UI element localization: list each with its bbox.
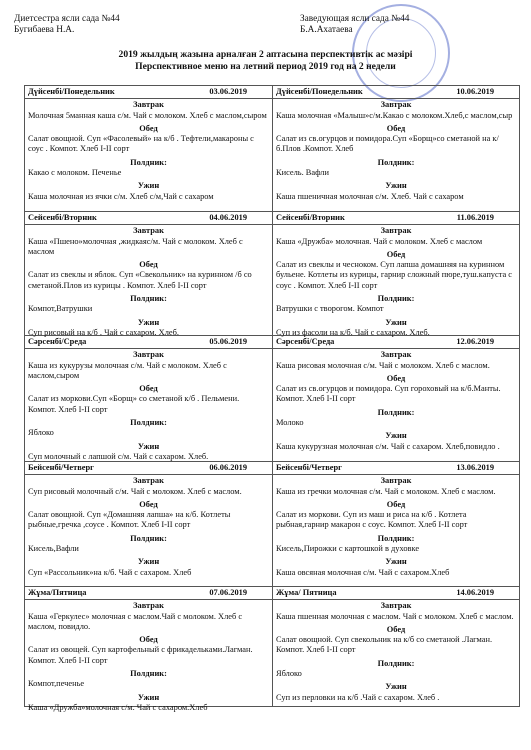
day-name: Сәрсенбі/Среда (28, 337, 87, 346)
snack-text: Ватрушки с творогом. Компот (276, 304, 384, 314)
dinner-label: Ужин (137, 692, 160, 702)
day-cell (25, 212, 272, 335)
day-header (273, 587, 519, 600)
dinner-text: Каша пшеничная молочная с/м. Хлеб. Чай с сахаром (276, 191, 464, 201)
day-cell (25, 462, 272, 586)
director-name: Б.А.Ахатаева (300, 25, 353, 35)
dinner-label: Ужин (137, 181, 160, 191)
day-header (273, 462, 519, 475)
breakfast-label: Завтрак (380, 601, 412, 611)
snack-text: Кисель. Вафли (276, 168, 329, 178)
snack-label: Полдник: (130, 533, 167, 543)
lunch-label: Обед (139, 384, 158, 394)
dietitian-signature-block (14, 14, 120, 36)
lunch-label: Обед (386, 249, 406, 259)
day-cell (25, 86, 272, 211)
day-date: 03.06.2019 (209, 87, 247, 96)
lunch-text: Салат из св.огурцов и помидора.Суп «Борщ»со сметаной на к/б.Плов .Компот. Хлеб (276, 134, 499, 154)
day-cell (25, 336, 272, 461)
dinner-label: Ужин (385, 682, 407, 692)
day-cell (25, 587, 272, 712)
lunch-text: Салат овощной. Суп свекольник на к/б со сметаной .Лагман. Компот. Хлеб I-II сорт (276, 635, 493, 655)
breakfast-label: Завтрак (380, 350, 412, 360)
lunch-label: Обед (386, 624, 406, 634)
lunch-text: Салат из овощей. Суп картофельный с фрикадельками.Лагман. Компот. Хлеб I-II сорт (28, 645, 253, 665)
dinner-text: Каша «Дружба»молочная с/м. Чай с сахаром.Хлеб (28, 702, 208, 712)
dinner-text: Суп рисовый на к/б . Чай с сахаром. Хлеб. (28, 327, 179, 337)
day-name: Сейсенбі/Вторник (276, 213, 345, 222)
breakfast-text: Каша «Пшено»молочная ,жидкаяс/м. Чай с молоком. Хлеб с маслом (28, 236, 243, 256)
lunch-label: Обед (386, 499, 406, 509)
day-cell (272, 462, 519, 586)
snack-text: Кисель,Вафли (28, 544, 79, 554)
day-cell (272, 587, 519, 706)
breakfast-text: Каша из кукурузы молочная с/м. Чай с молоком. Хлеб с маслом,сыром (28, 360, 227, 380)
day-date: 04.06.2019 (209, 213, 247, 222)
snack-text: Компот,Ватрушки (28, 304, 93, 314)
snack-text: Кисель,Пирожки с картошкой в духовке (276, 544, 420, 554)
snack-label: Полдник: (130, 418, 167, 428)
lunch-label: Обед (139, 123, 158, 133)
snack-label: Полдник: (130, 157, 167, 167)
snack-label: Полдник: (130, 669, 167, 679)
snack-label: Полдник: (130, 294, 167, 304)
snack-text: Какао с молоком. Печенье (28, 168, 122, 178)
lunch-text: Салат овощной. Суп «Домашняя лапша» на к/б. Котлеты рыбные,гречка ,соусе . Компот. Хлеб I-II сорт (28, 510, 231, 530)
day-date: 05.06.2019 (209, 337, 247, 346)
lunch-text: Салат из моркови.Суп «Борщ» со сметаной к/б . Пельмени. Компот. Хлеб I-II сорт (28, 394, 240, 414)
day-date: 11.06.2019 (456, 213, 494, 222)
day-header (273, 212, 519, 225)
dinner-label: Ужин (385, 181, 407, 191)
lunch-label: Обед (386, 373, 406, 383)
day-date: 14.06.2019 (456, 588, 494, 597)
day-header (25, 212, 272, 225)
dinner-label: Ужин (385, 317, 407, 327)
menu-row (25, 211, 519, 335)
dietitian-title: Диетсестра ясли сада №44 (14, 14, 120, 24)
day-header (25, 336, 272, 349)
breakfast-label: Завтрак (133, 476, 164, 486)
day-name: Дүйсенбі/Понедельник (276, 87, 363, 96)
director-title: Заведующая ясли сада №44 (300, 14, 410, 24)
dinner-text: Каша овсяная молочная с/м. Чай с сахаром.Хлеб (276, 567, 450, 577)
breakfast-label: Завтрак (380, 476, 412, 486)
day-header (25, 462, 272, 475)
day-name: Жұма/ Пятница (276, 588, 337, 597)
dinner-text: Каша молочная из ячки с/м. Хлеб с/м,Чай с сахаром (28, 191, 214, 201)
breakfast-label: Завтрак (380, 100, 412, 110)
breakfast-label: Завтрак (133, 100, 164, 110)
lunch-label: Обед (139, 635, 158, 645)
breakfast-text: Каша «Геркулес» молочная с маслом.Чай с молоком. Хлеб с маслом, повидло. (28, 611, 243, 631)
day-cell (272, 336, 519, 461)
day-cell (272, 86, 519, 211)
snack-text: Компот,печенье (28, 679, 85, 689)
lunch-label: Обед (139, 260, 158, 270)
lunch-text: Салат из моркови. Суп из маш и риса на к/б . Котлета рыбная,гарнир макарон с соус. Компот. Хлеб I-II сорт (276, 510, 468, 530)
day-header (273, 336, 519, 349)
day-name: Бейсенбі/Четверг (276, 463, 342, 472)
menu-row (25, 335, 519, 461)
snack-label: Полдник: (377, 658, 415, 668)
lunch-text: Салат из св.огурцов и помидора. Суп гороховый на к/б.Манты. Компот. Хлеб I-II сорт (276, 384, 501, 404)
breakfast-text: Каша пшенная молочная с маслом. Чай с молоком. Хлеб с маслом. (276, 611, 514, 621)
dinner-text: Суп из перловки на к/б .Чай с сахаром. Хлеб . (276, 692, 440, 702)
snack-label: Полдник: (377, 407, 415, 417)
breakfast-text: Каша рисовая молочная с/м. Чай с молоком. Хлеб с маслом. (276, 360, 490, 370)
breakfast-text: Каша «Дружба» молочная. Чай с молоком. Хлеб с маслом (276, 236, 483, 246)
breakfast-label: Завтрак (380, 226, 412, 236)
dinner-label: Ужин (137, 441, 160, 451)
snack-label: Полдник: (377, 533, 415, 543)
day-date: 13.06.2019 (456, 463, 494, 472)
day-header (25, 587, 272, 600)
snack-text: Молоко (276, 418, 304, 428)
lunch-text: Салат из свеклы и чесноком. Суп лапша домашняя на куринном бульене. Котлеты из курицы, гарнир сложный пюре,туш.капуста с соус . Компот. Хлеб I-II сорт (276, 260, 512, 290)
menu-row (25, 461, 519, 586)
dinner-label: Ужин (137, 317, 160, 327)
day-header (25, 86, 272, 99)
dinner-label: Ужин (385, 557, 407, 567)
day-name: Сейсенбі/Вторник (28, 213, 97, 222)
day-name: Жұма/Пятница (28, 588, 87, 597)
breakfast-text: Молочная 5манная каша с/м. Чай с молоком. Хлеб с маслом,сыром (28, 110, 267, 120)
breakfast-label: Завтрак (133, 226, 164, 236)
breakfast-text: Каша из гречки молочная с/м. Чай с молоком. Хлеб с маслом. (276, 486, 496, 496)
dinner-label: Ужин (385, 431, 407, 441)
day-date: 07.06.2019 (209, 588, 247, 597)
day-name: Сәрсенбі/Среда (276, 337, 335, 346)
breakfast-text: Каша молочная «Малыш»с/м.Какао с молоком.Хлеб,с маслом,сыр (276, 110, 513, 120)
dietitian-name: Бугибаева Н.А. (14, 25, 75, 35)
dinner-text: Каша кукурузная молочная с/м. Чай с сахаром. Хлеб,повидло . (276, 441, 500, 451)
dinner-text: Суп молочный с лапшой с/м. Чай с сахаром. Хлеб. (28, 451, 209, 461)
day-header (273, 86, 519, 99)
dinner-text: Суп «Рассольник»на к/б. Чай с сахаром. Хлеб (28, 567, 192, 577)
dinner-text: Суп из фасоли на к/б. Чай с сахаром. Хлеб. (276, 327, 430, 337)
lunch-text: Салат из свеклы и яблок. Суп «Свекольник» на куринном /б со сметаной.Плов из курицы . Компот. Хлеб I-II сорт (28, 270, 252, 290)
dinner-label: Ужин (137, 557, 160, 567)
title-russian: Перспективное меню на летний период 2019 год на 2 недели (135, 61, 396, 72)
director-signature-block (300, 14, 409, 36)
lunch-text: Салат овощной. Суп «Фасолевый» на к/б . Тефтели,макароны с соус . Компот. Хлеб I-II сорт (28, 134, 254, 154)
lunch-label: Обед (386, 123, 406, 133)
lunch-label: Обед (139, 499, 158, 509)
day-date: 10.06.2019 (456, 87, 494, 96)
menu-row (25, 86, 519, 211)
menu-table (24, 85, 520, 712)
day-date: 12.06.2019 (456, 337, 494, 346)
breakfast-label: Завтрак (133, 601, 164, 611)
breakfast-label: Завтрак (133, 350, 164, 360)
snack-text: Яблоко (276, 669, 302, 679)
snack-label: Полдник: (377, 294, 415, 304)
breakfast-text: Суп рисовый молочный с/м. Чай с молоком. Хлеб с маслом. (28, 486, 242, 496)
day-name: Бейсенбі/Четверг (28, 463, 94, 472)
snack-label: Полдник: (377, 157, 415, 167)
menu-row (25, 586, 519, 712)
day-cell (272, 212, 519, 335)
day-name: Дүйсенбі/Понедельник (28, 87, 115, 96)
title-kazakh: 2019 жылдың жазына арналған 2 аптасына перспективтік ас мәзірі (118, 49, 413, 60)
snack-text: Яблоко (28, 428, 54, 438)
day-date: 06.06.2019 (209, 463, 247, 472)
